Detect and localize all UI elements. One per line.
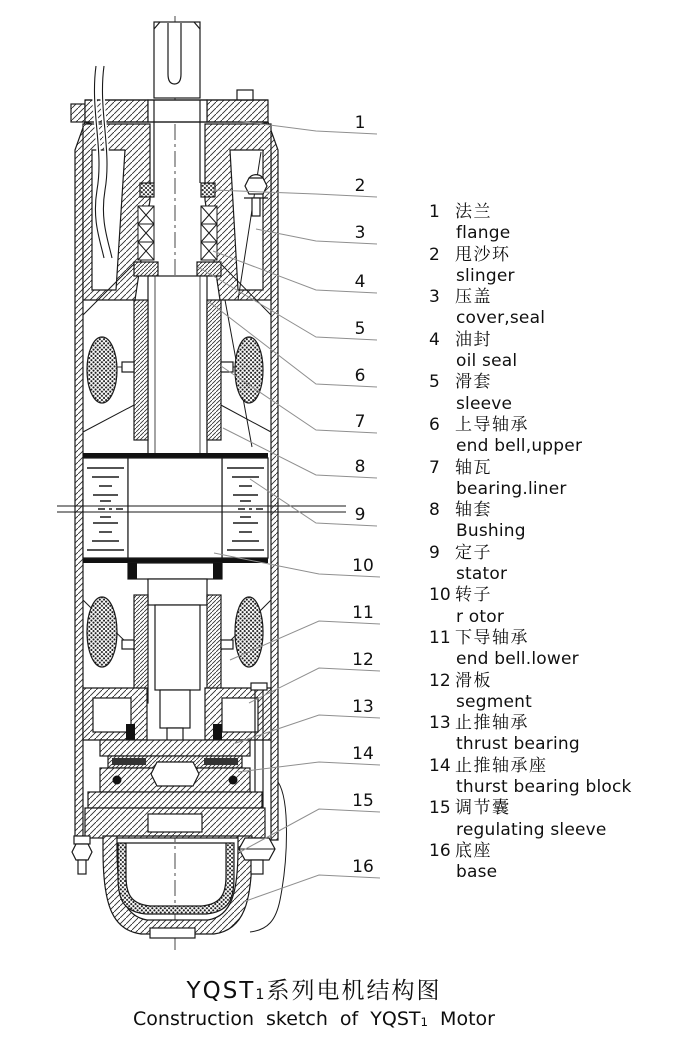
legend-item [429, 713, 677, 756]
rotor [128, 458, 222, 558]
subscript-1: 1 [420, 1015, 429, 1029]
legend-item-number: 4 [429, 329, 440, 350]
title-chinese: YQST1系列电机结构图 [186, 978, 442, 1004]
callout-number-1: 1 [354, 113, 366, 133]
legend-item-chinese-label: 压盖 [455, 287, 492, 308]
regulating-sleeve [118, 843, 234, 914]
legend-item-number: 6 [429, 414, 440, 435]
base-flange-plate [72, 808, 265, 874]
legend-item [429, 585, 677, 628]
legend-item-english-label: thrust bearing [456, 734, 580, 755]
legend-item-chinese-label: 转子 [455, 585, 492, 606]
legend-item [429, 415, 677, 458]
callout-number-6: 6 [354, 366, 366, 386]
legend-item [429, 500, 677, 543]
callout-number-15: 15 [352, 791, 374, 811]
legend-item-number: 16 [429, 840, 451, 861]
legend-item-english-label: thurst bearing block [456, 777, 632, 798]
legend-item-english-label: end bell.lower [456, 649, 579, 670]
legend-item-chinese-label: 调节囊 [455, 798, 511, 819]
legend-item [429, 202, 677, 245]
legend-item-english-label: end bell,upper [456, 436, 583, 457]
legend-item-english-label: oil seal [456, 351, 518, 372]
legend-item-number: 8 [429, 500, 440, 521]
callout-number-14: 14 [352, 744, 374, 764]
callout-number-12: 12 [352, 650, 374, 670]
cover-seal-gland [134, 262, 221, 276]
callout-number-5: 5 [354, 319, 366, 339]
title-english: Construction sketch of YQST1 Motor [133, 1008, 495, 1030]
legend-item-chinese-label: 滑板 [455, 670, 492, 691]
title-block [0, 972, 628, 1030]
legend-item-english-label: regulating sleeve [456, 819, 607, 840]
legend [429, 202, 677, 884]
oil-seal-stack [138, 206, 217, 260]
legend-item-chinese-label: 法兰 [455, 202, 492, 222]
legend-item-english-label: slinger [456, 265, 515, 286]
legend-item [429, 841, 677, 884]
legend-item-english-label: base [456, 862, 498, 883]
legend-item [429, 372, 677, 415]
legend-item-chinese-label: 止推轴承 [455, 713, 529, 734]
legend-item [429, 671, 677, 714]
callout-number-4: 4 [354, 272, 366, 292]
legend-item-chinese-label: 底座 [455, 840, 492, 861]
callout-number-11: 11 [352, 603, 374, 623]
legend-item-english-label: r otor [456, 606, 505, 627]
shaft-with-keyway [154, 22, 200, 98]
legend-item-number: 2 [429, 244, 440, 265]
legend-item-chinese-label: 下导轴承 [455, 627, 529, 648]
legend-item-number: 12 [429, 670, 451, 691]
callout-number-7: 7 [354, 412, 366, 432]
legend-item-english-label: sleeve [456, 393, 513, 414]
legend-item-number: 10 [429, 585, 451, 606]
legend-item-chinese-label: 甩沙环 [455, 244, 511, 265]
legend-item-number: 11 [429, 627, 451, 648]
legend-item-number: 14 [429, 755, 451, 776]
legend-item-chinese-label: 轴套 [455, 500, 492, 521]
legend-item [429, 245, 677, 288]
legend-item-english-label: segment [456, 691, 532, 712]
base-left-bolt [72, 836, 92, 874]
legend-item-number: 9 [429, 542, 440, 563]
legend-item-number: 13 [429, 713, 451, 734]
legend-item-chinese-label: 滑套 [455, 372, 492, 393]
callout-number-13: 13 [352, 697, 374, 717]
stator-core [83, 453, 268, 563]
legend-item-number: 5 [429, 372, 440, 393]
legend-item-chinese-label: 轴瓦 [455, 457, 492, 478]
legend-item [429, 628, 677, 671]
legend-item-chinese-label: 油封 [455, 329, 492, 350]
callout-number-2: 2 [354, 176, 366, 196]
legend-item-english-label: Bushing [456, 521, 526, 542]
legend-item-english-label: cover,seal [456, 308, 546, 329]
callout-number-3: 3 [354, 223, 366, 243]
legend-item [429, 458, 677, 501]
callout-number-10: 10 [352, 556, 374, 576]
legend-item-number: 7 [429, 457, 440, 478]
legend-item-number: 15 [429, 798, 451, 819]
callout-number-9: 9 [354, 505, 366, 525]
legend-item-chinese-label: 上导轴承 [455, 414, 529, 435]
legend-item-number: 3 [429, 287, 440, 308]
shaft-nut [151, 762, 199, 786]
legend-item [429, 798, 677, 841]
legend-item [429, 756, 677, 799]
subscript-1: 1 [255, 987, 267, 1003]
legend-item-english-label: bearing.liner [456, 478, 567, 499]
legend-item [429, 287, 677, 330]
legend-item [429, 330, 677, 373]
legend-item-chinese-label: 定子 [455, 542, 492, 563]
slinger-rings [140, 183, 215, 197]
callout-leader-16 [243, 875, 380, 902]
legend-item-english-label: stator [456, 564, 508, 585]
legend-item-number: 1 [429, 202, 440, 222]
callout-number-16: 16 [352, 857, 374, 877]
callout-number-8: 8 [354, 457, 366, 477]
legend-item [429, 543, 677, 586]
base-bowl [103, 836, 252, 938]
legend-item-english-label: flange [456, 223, 511, 244]
legend-item-chinese-label: 止推轴承座 [455, 755, 548, 776]
